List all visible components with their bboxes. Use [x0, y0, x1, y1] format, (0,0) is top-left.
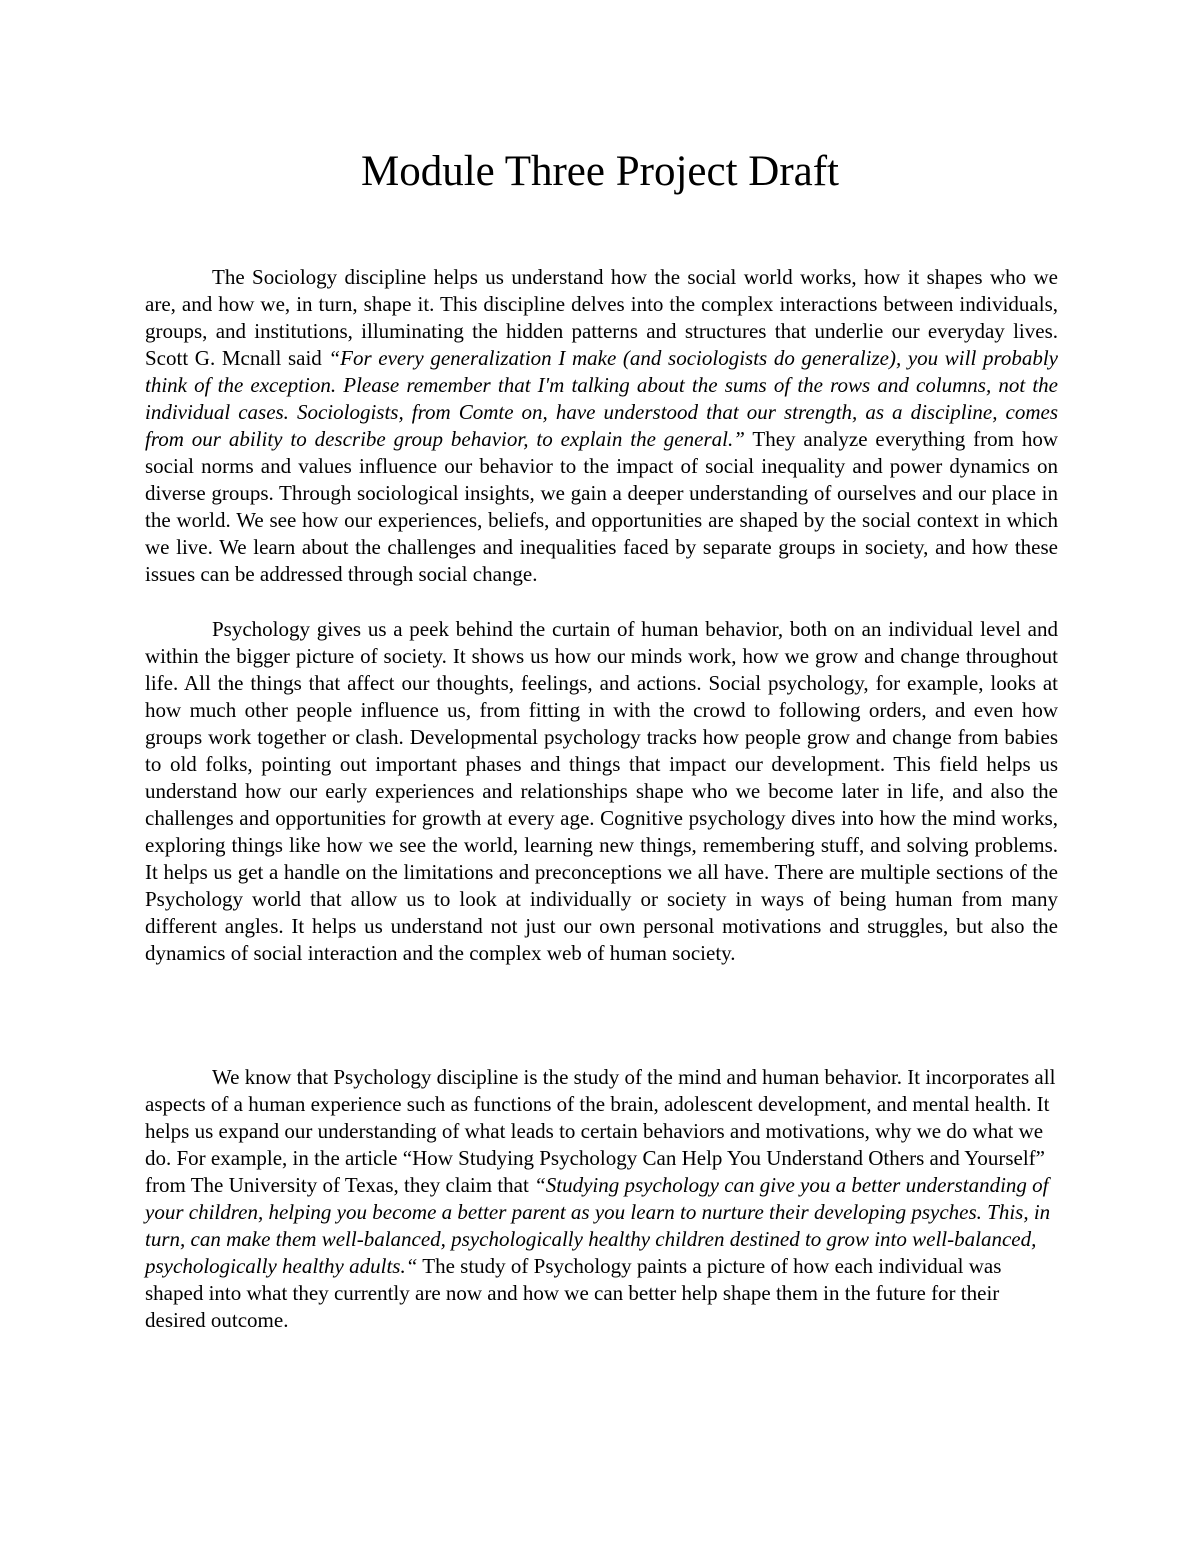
paragraph-text: The study of Psychology paints a picture of how each individual was shaped into what they currently are now and how we can better help shape them in the future for their desired outcome. [145, 1254, 1002, 1332]
paragraph-text: We know that Psychology discipline is the study of the mind and human behavior. It incorporates all aspects of a human experience such as functions of the brain, adolescent development, and mental health. It helps us expand our understanding of what leads to certain behaviors and motivations, why we do what we do. For example, in the article “How Studying Psychology Can Help You Understand Others and Yourself” from The University of Texas, they claim that [145, 1065, 1056, 1197]
psychology-section [145, 616, 1058, 967]
paragraph-psychology: Psychology gives us a peek behind the curtain of human behavior, both on an individual level and within the bigger picture of society. It shows us how our minds work, how we grow and change throughout life. All the things that affect our thoughts, feelings, and actions. Social psychology, for example, looks at how much other people influence us, from fitting in with the crowd to following orders, and even how groups work together or clash. Developmental psychology tracks how people grow and change from babies to old folks, pointing out important phases and things that impact our development. This field helps us understand how our early experiences and relationships shape who we become later in life, and also the challenges and opportunities for growth at every age. Cognitive psychology dives into how the mind works, exploring things like how we see the world, learning new things, remembering stuff, and solving problems. It helps us get a handle on the limitations and preconceptions we all have. There are multiple sections of the Psychology world that allow us to look at individually or society in ways of being human from many different angles. It helps us understand not just our own personal motivations and struggles, but also the dynamics of social interaction and the complex web of human society. [145, 617, 1058, 965]
paragraph-text: They analyze everything from how social norms and values influence our behavior to the impact of social inequality and power dynamics on diverse groups. Through sociological insights, we gain a deeper understanding of ourselves and our place in the world. We see how our experiences, beliefs, and opportunities are shaped by the social context in which we live. We learn about the challenges and inequalities faced by separate groups in society, and how these issues can be addressed through social change. [145, 427, 1058, 586]
sociology-section [145, 264, 1058, 588]
paragraph-text: The Sociology discipline helps us understand how the social world works, how it shapes who we are, and how we, in turn, shape it. This discipline delves into the complex interactions between individuals, groups, and institutions, illuminating the hidden patterns and structures that underlie our everyday lives. Scott G. Mcnall said [145, 265, 1058, 370]
quote-university-texas: “Studying psychology can give you a better understanding of your children, helping you become a better parent as you learn to nurture their developing psyches. This, in turn, can make them well-balanced, psychologically healthy children destined to grow into well-balanced, psychologically healthy adults.“ [145, 1173, 1051, 1278]
paragraph-psychology-discipline [145, 1064, 1058, 1334]
document-title: Module Three Project Draft [360, 148, 840, 195]
paragraph-sociology [145, 264, 1058, 588]
quote-mcnall: “For every generalization I make (and sociologists do generalize), you will probably think of the exception. Please remember that I'm talking about the sums of the rows and columns, not the individual cases. Sociologists, from Comte on, have understood that our strength, as a discipline, comes from our ability to describe group behavior, to explain the general.” [145, 346, 1058, 451]
psychology-discipline-section [145, 1064, 1058, 1334]
